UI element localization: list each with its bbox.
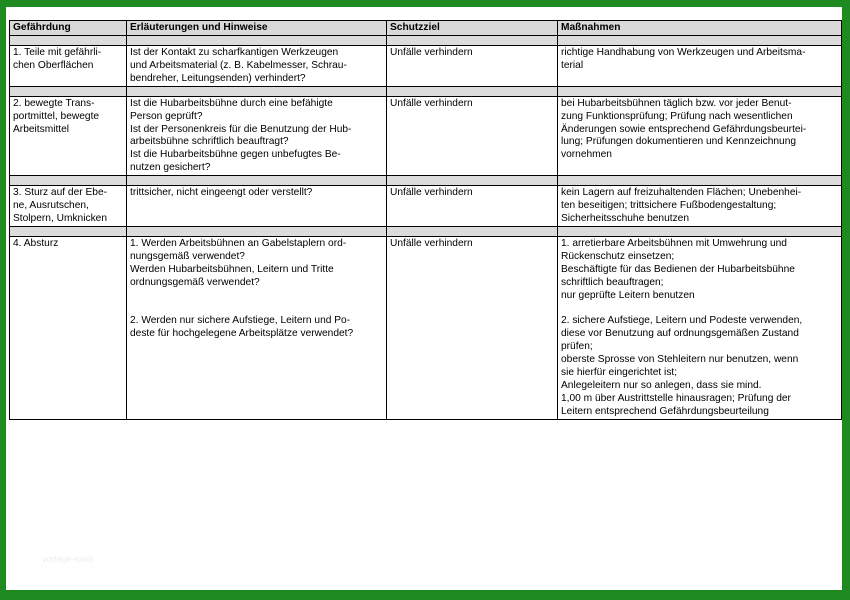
cell-schutzziel: Unfälle verhindern <box>387 236 558 419</box>
table-header-row <box>10 21 842 36</box>
separator-row <box>10 176 842 186</box>
header-massnahmen: Maßnahmen <box>558 21 842 36</box>
cell-gefaehrdung: 1. Teile mit gefährli- chen Oberflächen <box>10 46 127 87</box>
table-row <box>10 236 842 419</box>
cell-hinweise: trittsicher, nicht eingeengt oder verstellt? <box>127 186 387 227</box>
cell-gefaehrdung: 3. Sturz auf der Ebe- ne, Ausrutschen, Stolpern, Umknicken <box>10 186 127 227</box>
separator-row <box>10 36 842 46</box>
cell-gefaehrdung: 2. bewegte Trans- portmittel, bewegte Arbeitsmittel <box>10 96 127 175</box>
table-row <box>10 46 842 87</box>
cell-massnahmen: kein Lagern auf freizuhaltenden Flächen; Unebenhei- ten beseitigen; trittsichere Fußbodengestaltung; Sicherheitsschuhe benutzen <box>558 186 842 227</box>
cell-massnahmen: richtige Handhabung von Werkzeugen und Arbeitsma- terial <box>558 46 842 87</box>
cell-hinweise: Ist der Kontakt zu scharfkantigen Werkzeugen und Arbeitsmaterial (z. B. Kabelmesser, Schrau- bendreher, Leitungsenden) verhindert? <box>127 46 387 87</box>
table-row <box>10 186 842 227</box>
cell-hinweise: 1. Werden Arbeitsbühnen an Gabelstaplern ord- nungsgemäß verwendet? Werden Hubarbeitsbühnen, Leitern und Tritte ordnungsgemäß verwendet? 2. Werden nur sichere Aufstiege, Leitern und Po- deste für hochgelegene Arbeitsplätze verwendet? <box>127 236 387 419</box>
header-schutzziel: Schutzziel <box>387 21 558 36</box>
header-hinweise: Erläuterungen und Hinweise <box>127 21 387 36</box>
cell-hinweise: Ist die Hubarbeitsbühne durch eine befähigte Person geprüft? Ist der Personenkreis für die Benutzung der Hub- arbeitsbühne schriftlich beauftragt? Ist die Hubarbeitsbühne gegen unbefugtes Be- nutzen gesichert? <box>127 96 387 175</box>
cell-schutzziel: Unfälle verhindern <box>387 96 558 175</box>
risk-assessment-table <box>9 20 842 420</box>
cell-massnahmen: bei Hubarbeitsbühnen täglich bzw. vor jeder Benut- zung Funktionsprüfung; Prüfung nach wesentlichen Änderungen sowie entsprechend Gefährdungsbeurtei- lung; Prüfungen dokumentieren und Kennzeichnung vornehmen <box>558 96 842 175</box>
table-row <box>10 96 842 175</box>
header-gefaehrdung: Gefährdung <box>10 21 127 36</box>
separator-row <box>10 226 842 236</box>
cell-schutzziel: Unfälle verhindern <box>387 46 558 87</box>
watermark-text: vorlage-tools <box>42 554 94 564</box>
cell-schutzziel: Unfälle verhindern <box>387 186 558 227</box>
separator-row <box>10 86 842 96</box>
cell-gefaehrdung: 4. Absturz <box>10 236 127 419</box>
document-page <box>6 7 842 590</box>
cell-massnahmen: 1. arretierbare Arbeitsbühnen mit Umwehrung und Rückenschutz einsetzen; Beschäftigte für das Bedienen der Hubarbeitsbühne schriftlich beauftragen; nur geprüfte Leitern benutzen 2. sichere Aufstiege, Leitern und Podeste verwenden, diese vor Benutzung auf ordnungsgemäßen Zustand prüfen; oberste Sprosse von Stehleitern nur benutzen, wenn sie hierfür eingerichtet ist; Anlegeleitern nur so anlegen, dass sie mind. 1,00 m über Austrittstelle hinausragen; Prüfung der Leitern entsprechend Gefährdungsbeurteilung <box>558 236 842 419</box>
